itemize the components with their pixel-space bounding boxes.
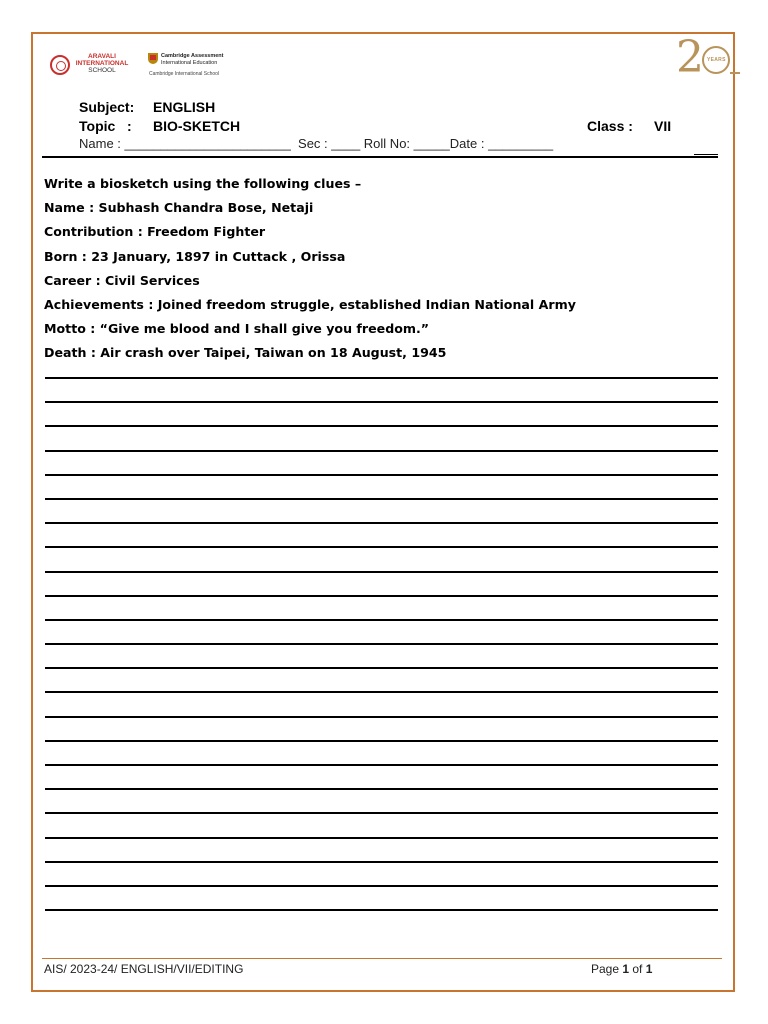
writing-line[interactable]	[45, 837, 718, 861]
writing-line[interactable]	[45, 764, 718, 788]
topic-label: Topic :	[79, 118, 132, 134]
subject-value: ENGLISH	[153, 99, 216, 115]
school-logo	[50, 53, 130, 79]
school-logo-line3: SCHOOL	[88, 67, 116, 74]
writing-line[interactable]	[45, 885, 718, 909]
writing-line[interactable]	[45, 861, 718, 885]
cambridge-logo	[148, 52, 258, 80]
clue-line: Motto : “Give me blood and I shall give you freedom.”	[44, 321, 430, 337]
writing-line[interactable]	[45, 716, 718, 740]
writing-line[interactable]	[45, 740, 718, 764]
page-number	[591, 962, 652, 976]
writing-line[interactable]	[45, 571, 718, 595]
school-seal-icon	[50, 55, 70, 75]
footer-divider	[42, 958, 722, 959]
anniversary-logo	[676, 32, 740, 84]
student-details-row[interactable]: Name : _______________________ Sec : ____ Roll No: _____Date : _________	[79, 136, 554, 151]
writing-line[interactable]	[45, 812, 718, 836]
writing-line[interactable]	[45, 909, 718, 933]
header-divider	[42, 156, 718, 158]
writing-line[interactable]	[45, 667, 718, 691]
anniversary-years-label: YEARS	[707, 57, 726, 63]
clue-list	[44, 172, 576, 366]
class-value: VII	[654, 118, 672, 134]
details-row-tail-line	[694, 154, 718, 155]
cambridge-logo-line1: Cambridge Assessment	[161, 53, 224, 59]
clue-line: Born : 23 January, 1897 in Cuttack , Orissa	[44, 248, 346, 264]
page-of: of	[629, 962, 646, 976]
writing-line[interactable]	[45, 425, 718, 449]
page-total: 1	[645, 962, 653, 976]
clue-line: Name : Subhash Chandra Bose, Netaji	[44, 200, 314, 216]
writing-line[interactable]	[45, 498, 718, 522]
document-code: AIS/ 2023-24/ ENGLISH/VII/EDITING	[44, 962, 244, 976]
cambridge-logo-line2: International Education	[161, 60, 218, 66]
subject-label: Subject:	[79, 99, 135, 115]
cambridge-logo-line3: Cambridge International School	[149, 71, 220, 77]
writing-line[interactable]	[45, 619, 718, 643]
clue-line: Achievements : Joined freedom struggle, established Indian National Army	[44, 296, 576, 312]
cambridge-shield-icon	[148, 53, 158, 64]
writing-line[interactable]	[45, 450, 718, 474]
writing-line[interactable]	[45, 595, 718, 619]
school-logo-line1: ARAVALI	[88, 53, 116, 60]
topic-value: BIO-SKETCH	[153, 118, 241, 134]
writing-line[interactable]	[45, 546, 718, 570]
school-logo-line2: INTERNATIONAL	[75, 60, 129, 67]
page-prefix: Page	[591, 962, 623, 976]
class-label: Class :	[587, 118, 633, 134]
anniversary-tail	[730, 72, 740, 74]
clue-line: Contribution : Freedom Fighter	[44, 224, 266, 240]
anniversary-number: 2	[676, 32, 704, 83]
writing-line[interactable]	[45, 377, 718, 401]
school-logo-text	[72, 53, 132, 74]
writing-line[interactable]	[45, 691, 718, 715]
writing-line[interactable]	[45, 643, 718, 667]
clue-line: Career : Civil Services	[44, 272, 200, 288]
writing-area[interactable]	[45, 377, 718, 933]
writing-line[interactable]	[45, 522, 718, 546]
page-current: 1	[622, 962, 630, 976]
writing-line[interactable]	[45, 401, 718, 425]
clue-line: Death : Air crash over Taipei, Taiwan on 18 August, 1945	[44, 345, 447, 361]
writing-line[interactable]	[45, 474, 718, 498]
writing-line[interactable]	[45, 788, 718, 812]
instruction-text: Write a biosketch using the following clues –	[44, 176, 362, 191]
